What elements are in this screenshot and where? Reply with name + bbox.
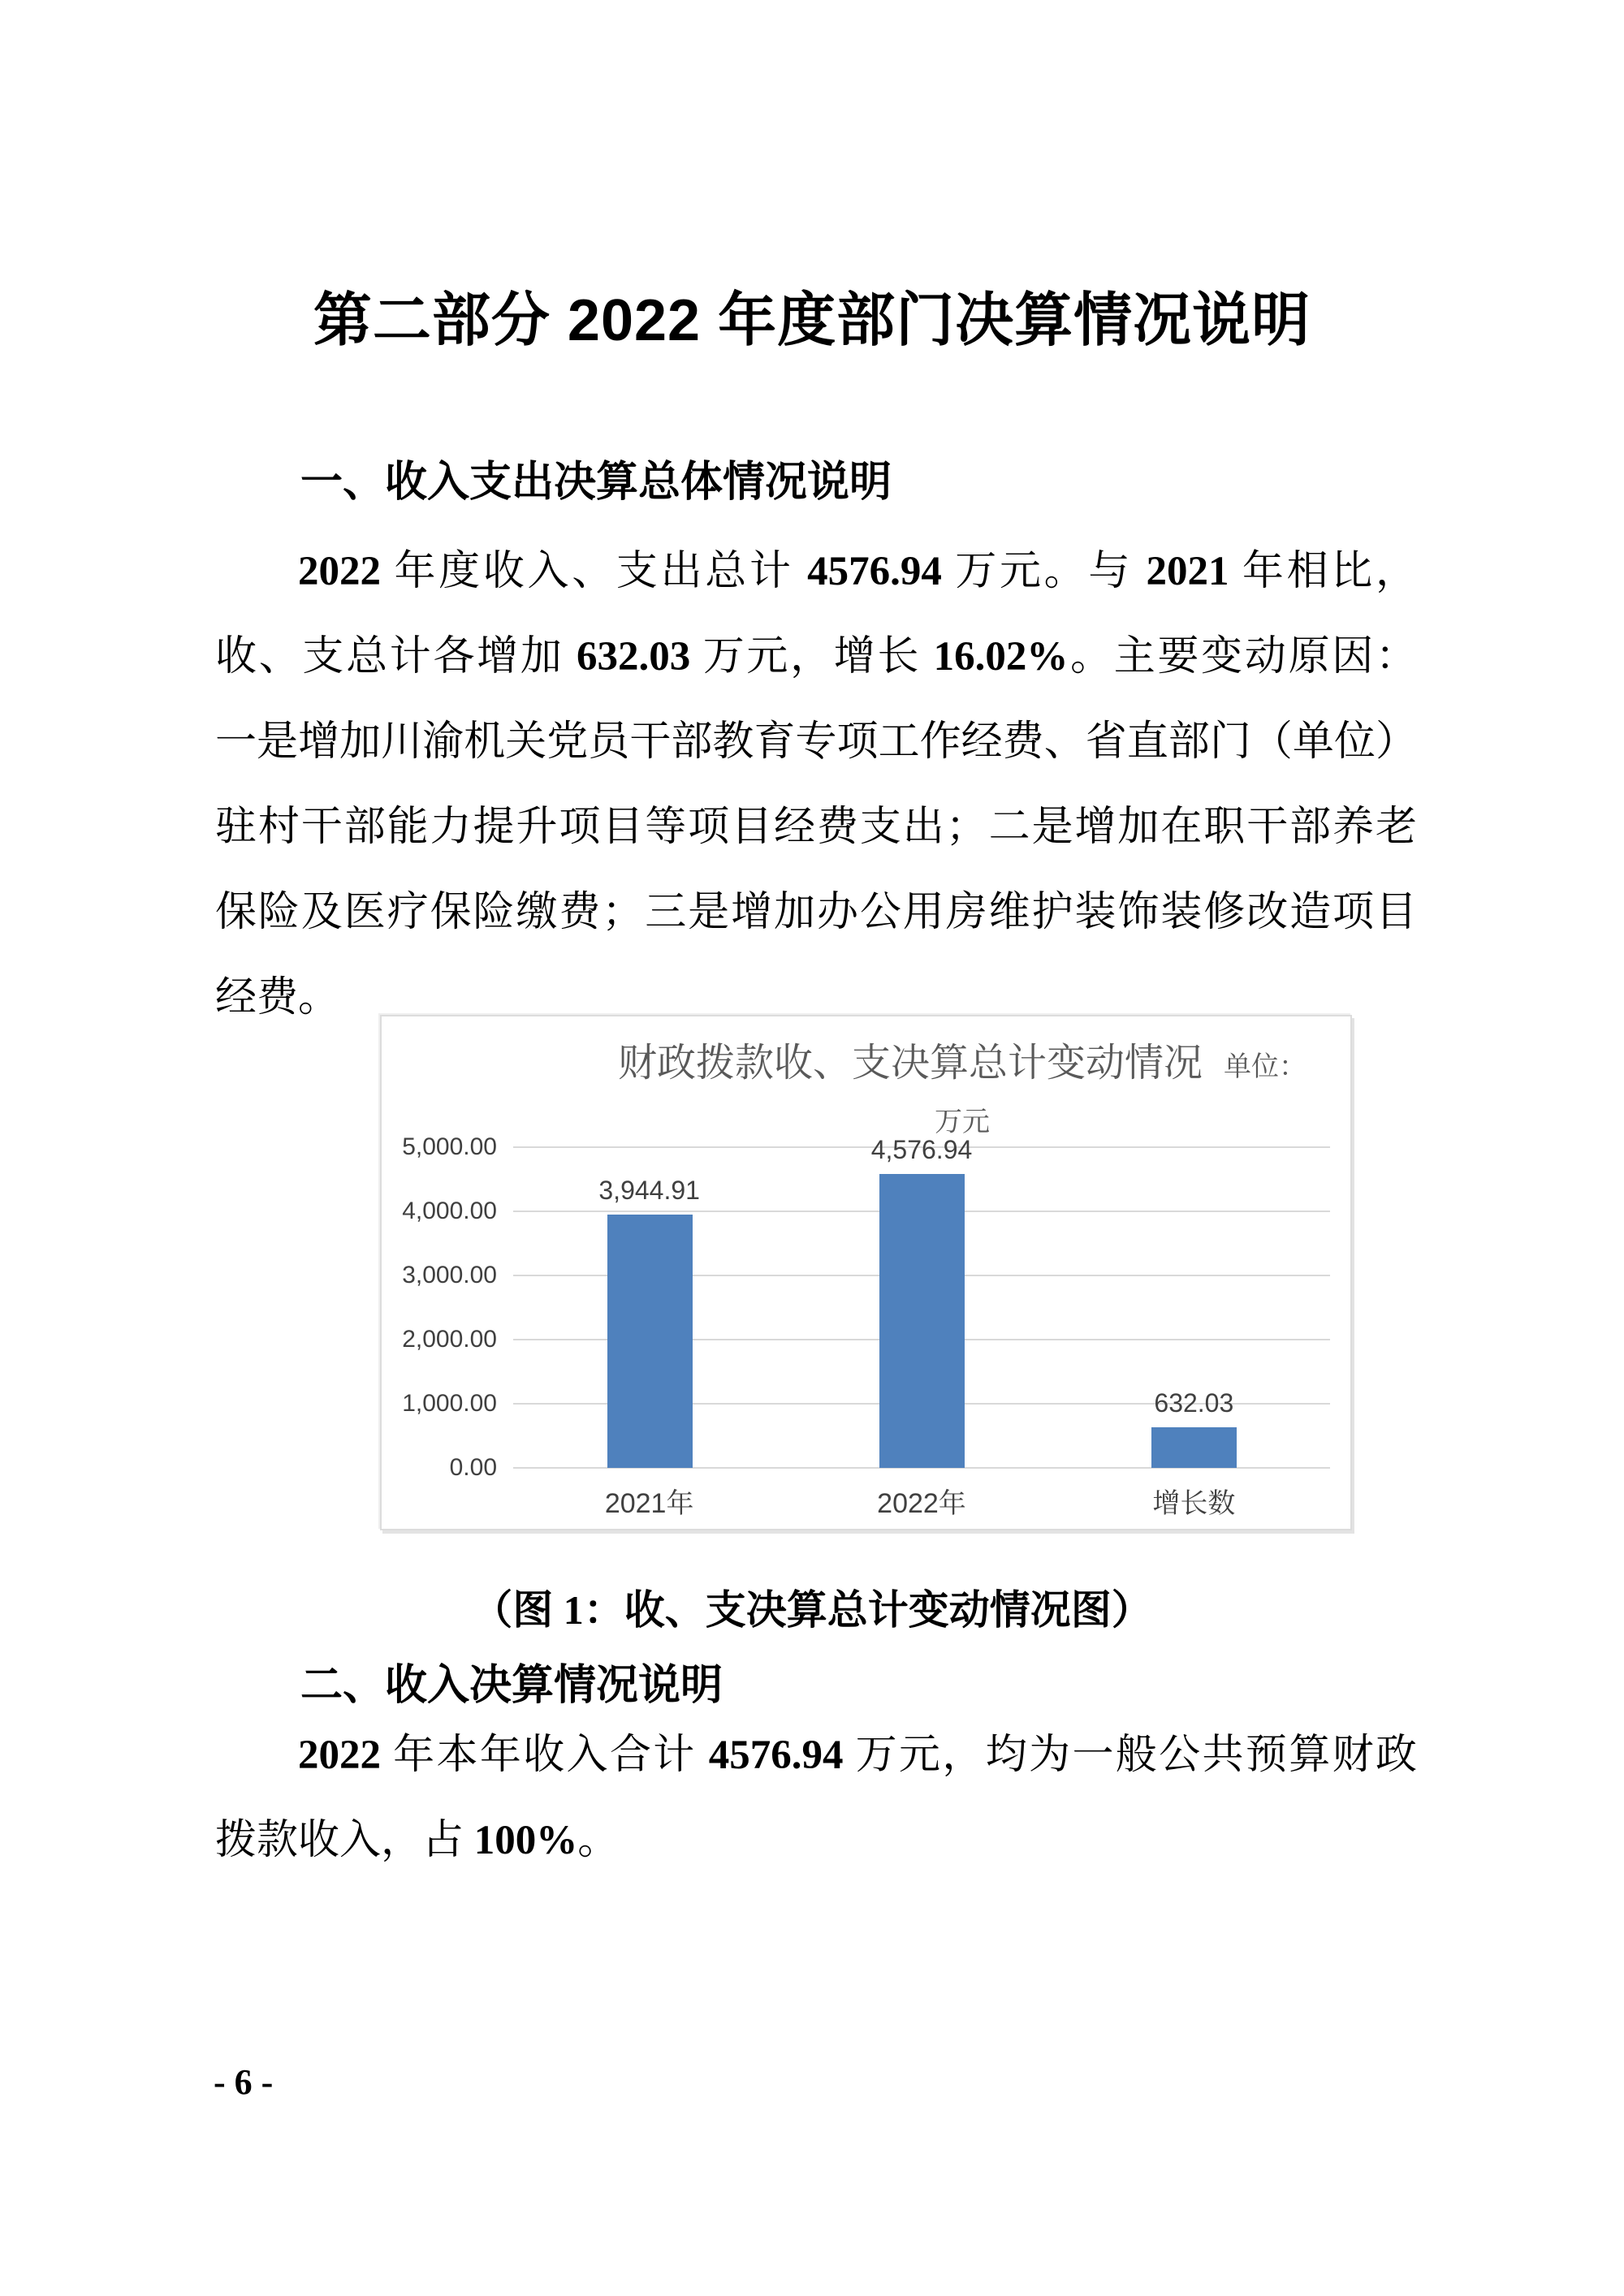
inline-text: 年本年收入合计 — [381, 1733, 709, 1778]
section1-heading: 一、收入支出决算总体情况说明 — [300, 459, 892, 506]
inline-number: 4576.94 — [807, 549, 942, 594]
chart-unit-value: 万元 — [935, 1107, 990, 1137]
inline-text: 万元，均为一般公共预算财政 — [843, 1733, 1417, 1778]
chart — [380, 1015, 1352, 1530]
y-axis-tick-label: 1,000.00 — [402, 1390, 497, 1417]
inline-text: 。 — [577, 1818, 620, 1863]
inline-text: 。主要变动原因： — [1068, 634, 1417, 680]
bar — [879, 1174, 965, 1468]
y-axis-tick-label: 0.00 — [449, 1454, 497, 1481]
inline-text: 一是增加川渝机关党员干部教育专项工作经费、省直部门（单位） — [215, 719, 1417, 765]
chart-title-line — [560, 1038, 1364, 1098]
x-axis-label: 增长数 — [1152, 1488, 1236, 1519]
paragraph-line — [215, 700, 1417, 785]
y-axis-tick-label: 3,000.00 — [402, 1262, 497, 1288]
y-axis-tick-label: 2,000.00 — [402, 1326, 497, 1353]
y-axis-tick-label: 4,000.00 — [402, 1198, 497, 1224]
page-number: - 6 - — [214, 2062, 274, 2102]
inline-number: 2022 — [298, 549, 381, 594]
inline-number: 4576.94 — [708, 1733, 844, 1778]
inline-text: 万元。与 — [941, 549, 1147, 594]
chart-unit-label: 单位： — [1224, 1051, 1307, 1082]
paragraph-line — [215, 785, 1417, 870]
x-axis-label: 2022年 — [877, 1488, 966, 1519]
chart-title: 财政拨款收、支决算总计变动情况 — [617, 1042, 1203, 1085]
chart-title-block — [560, 1038, 1364, 1141]
inline-text: 万元，增长 — [690, 634, 934, 680]
inline-number: 16.02% — [933, 634, 1069, 680]
paragraph-line — [215, 1713, 1417, 1798]
paragraph-line — [215, 529, 1417, 615]
paragraph-line — [215, 1798, 1417, 1884]
inline-number: 2022 — [298, 1733, 381, 1778]
inline-text: 保险及医疗保险缴费；三是增加办公用房维护装饰装修改造项目 — [215, 890, 1417, 935]
paragraph-line — [215, 615, 1417, 700]
page-title: 第二部分 2022 年度部门决算情况说明 — [313, 288, 1311, 353]
inline-number: 100% — [473, 1818, 578, 1863]
inline-text: 经费。 — [215, 975, 340, 1021]
y-axis-tick-label: 5,000.00 — [402, 1133, 497, 1160]
section1-paragraph — [215, 529, 1417, 1041]
inline-text: 年相比， — [1229, 549, 1417, 594]
bar-value-label: 3,944.91 — [598, 1176, 700, 1206]
inline-number: 632.03 — [577, 634, 691, 680]
inline-text: 驻村干部能力提升项目等项目经费支出；二是增加在职干部养老 — [215, 805, 1417, 850]
bar-value-label: 632.03 — [1154, 1388, 1234, 1418]
inline-text: 年度收入、支出总计 — [381, 549, 808, 594]
section2-paragraph — [215, 1713, 1417, 1884]
x-axis-label: 2021年 — [604, 1488, 694, 1519]
bar — [1151, 1427, 1237, 1468]
bar — [607, 1215, 693, 1468]
figure-caption: （图 1：收、支决算总计变动情况图） — [472, 1587, 1152, 1633]
bar-value-label: 4,576.94 — [870, 1135, 973, 1165]
section2-heading: 二、收入决算情况说明 — [300, 1662, 723, 1709]
inline-text: 收、支总计各增加 — [215, 634, 577, 680]
inline-number: 2021 — [1146, 549, 1229, 594]
paragraph-line — [215, 870, 1417, 956]
inline-text: 拨款收入，占 — [215, 1818, 474, 1863]
